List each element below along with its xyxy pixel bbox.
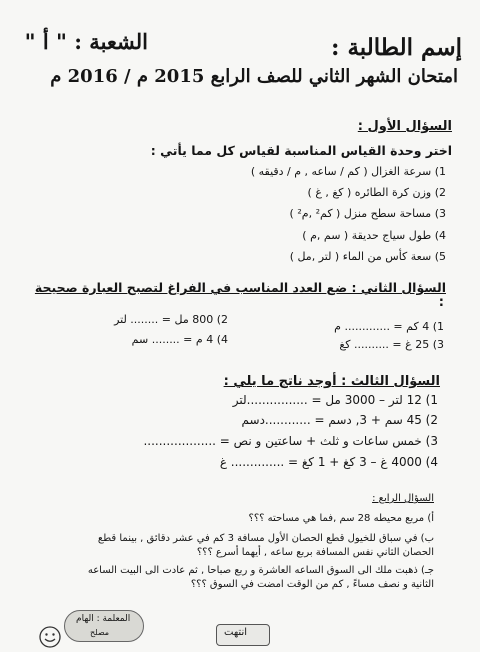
q4-item: الثانية و نصف مساءً , كم من الوقت امضت في السوق ؟؟؟ [190,579,434,590]
q4-item: أ) مربع محيطه 28 سم ,فما هي مساحته ؟؟؟ [248,513,434,524]
q1-item: 5) سعة كأس من الماء ( لتر ,مل ) [289,250,446,263]
q2-item: 1) 4 كم = ............. م [334,320,444,333]
q4-item: الحصان الثاني نفس المسافة بربع ساعه , أيهما أسرع ؟؟؟ [196,547,434,558]
q1-item: 1) سرعة الغزال ( كم / ساعه , م / دقيقه ) [250,165,446,178]
q2-item: 4) 4 م = ........ سم [131,333,228,346]
student-name-label: إسم الطالبة : [330,34,462,61]
q2-title: السؤال الثاني : ضع العدد المناسب في الفراغ لتصبح العبارة صحيحة [34,280,446,295]
q2-colon: : [438,295,444,310]
section-label: الشعبة : " أ " [24,29,148,54]
teacher-sub: مصلح [90,628,110,637]
q3-item: 3) خمس ساعات و ثلث + ساعتين و نص = ................... [143,434,438,448]
q2-item: 3) 25 غ = .......... كغ [339,338,444,351]
q2-item: 2) 800 مل = ........ لتر [114,313,228,326]
q3-item: 1) 12 لتر – 3000 مل = ................لتر [232,393,438,407]
q3-title: السؤال الثالث : أوجد ناتج ما يلي : [223,374,440,389]
q1-title: السؤال الأول : [357,119,452,134]
smiley-icon [38,625,62,649]
exam-title: امتحان الشهر الثاني للصف الرابع 2015 م / 2016 م [50,66,458,87]
q3-item: 4) 4000 غ – 3 كغ + 1 كغ = .............. غ [219,455,438,469]
q4-item: ب) في سباق للخيول قطع الحصان الأول مسافة 3 كم في عشر دقائق , بينما قطع [97,533,434,544]
q4-title: السؤال الرابع : [372,493,434,504]
q4-item: جـ) ذهبت ملك الى السوق الساعه العاشرة و ربع صباحا , ثم عادت الى البيت الساعه [87,565,434,576]
end-label: انتهت [224,627,248,638]
q3-item: 2) 45 سم + 3, دسم = ............دسم [241,413,438,427]
teacher-label: المعلمة : الهام [76,614,131,624]
q1-item: 3) مساحة سطح منزل ( كم² ,م² ) [289,207,446,220]
q1-item: 4) طول سياج حديقة ( سم ,م ) [302,229,446,242]
q1-instruction: اختر وحدة القياس المناسبة لقياس كل مما يأتي : [150,143,452,158]
q1-item: 2) وزن كرة الطائره ( كغ , غ ) [307,186,446,199]
